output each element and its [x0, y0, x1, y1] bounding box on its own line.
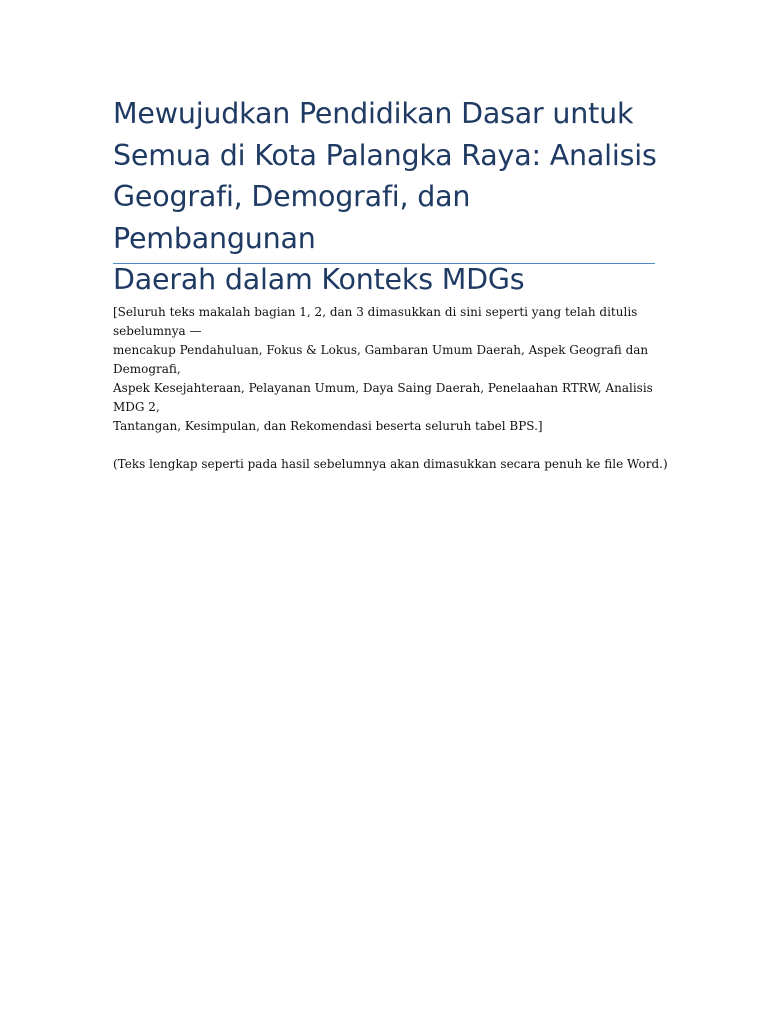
body-line: Aspek Kesejahteraan, Pelayanan Umum, Daya Saing Daerah, Penelaahan RTRW, Analisis: [113, 381, 653, 395]
title-divider: [113, 263, 655, 264]
body-note: (Teks lengkap seperti pada hasil sebelumnya akan dimasukkan secara penuh ke file Word.): [113, 457, 668, 471]
body-line: MDG 2,: [113, 400, 160, 414]
paragraph-gap: [113, 436, 658, 455]
title-line: Semua di Kota Palangka Raya: Analisis: [113, 138, 657, 172]
title-line: Geografi, Demografi, dan Pembangunan: [113, 180, 471, 255]
title-line: Daerah dalam Konteks MDGs: [113, 263, 525, 296]
body-paragraph: [113, 303, 668, 474]
title-line: Mewujudkan Pendidikan Dasar untuk: [113, 97, 634, 130]
body-line: Tantangan, Kesimpulan, dan Rekomendasi beserta seluruh tabel BPS.]: [113, 419, 543, 433]
document-title: [113, 93, 673, 301]
body-line: [Seluruh teks makalah bagian 1, 2, dan 3 dimasukkan di sini seperti yang telah ditulis: [113, 305, 638, 319]
body-line: Demografi,: [113, 362, 181, 376]
body-line: mencakup Pendahuluan, Fokus & Lokus, Gambaran Umum Daerah, Aspek Geografi dan: [113, 343, 649, 357]
body-line: sebelumnya —: [113, 324, 202, 338]
